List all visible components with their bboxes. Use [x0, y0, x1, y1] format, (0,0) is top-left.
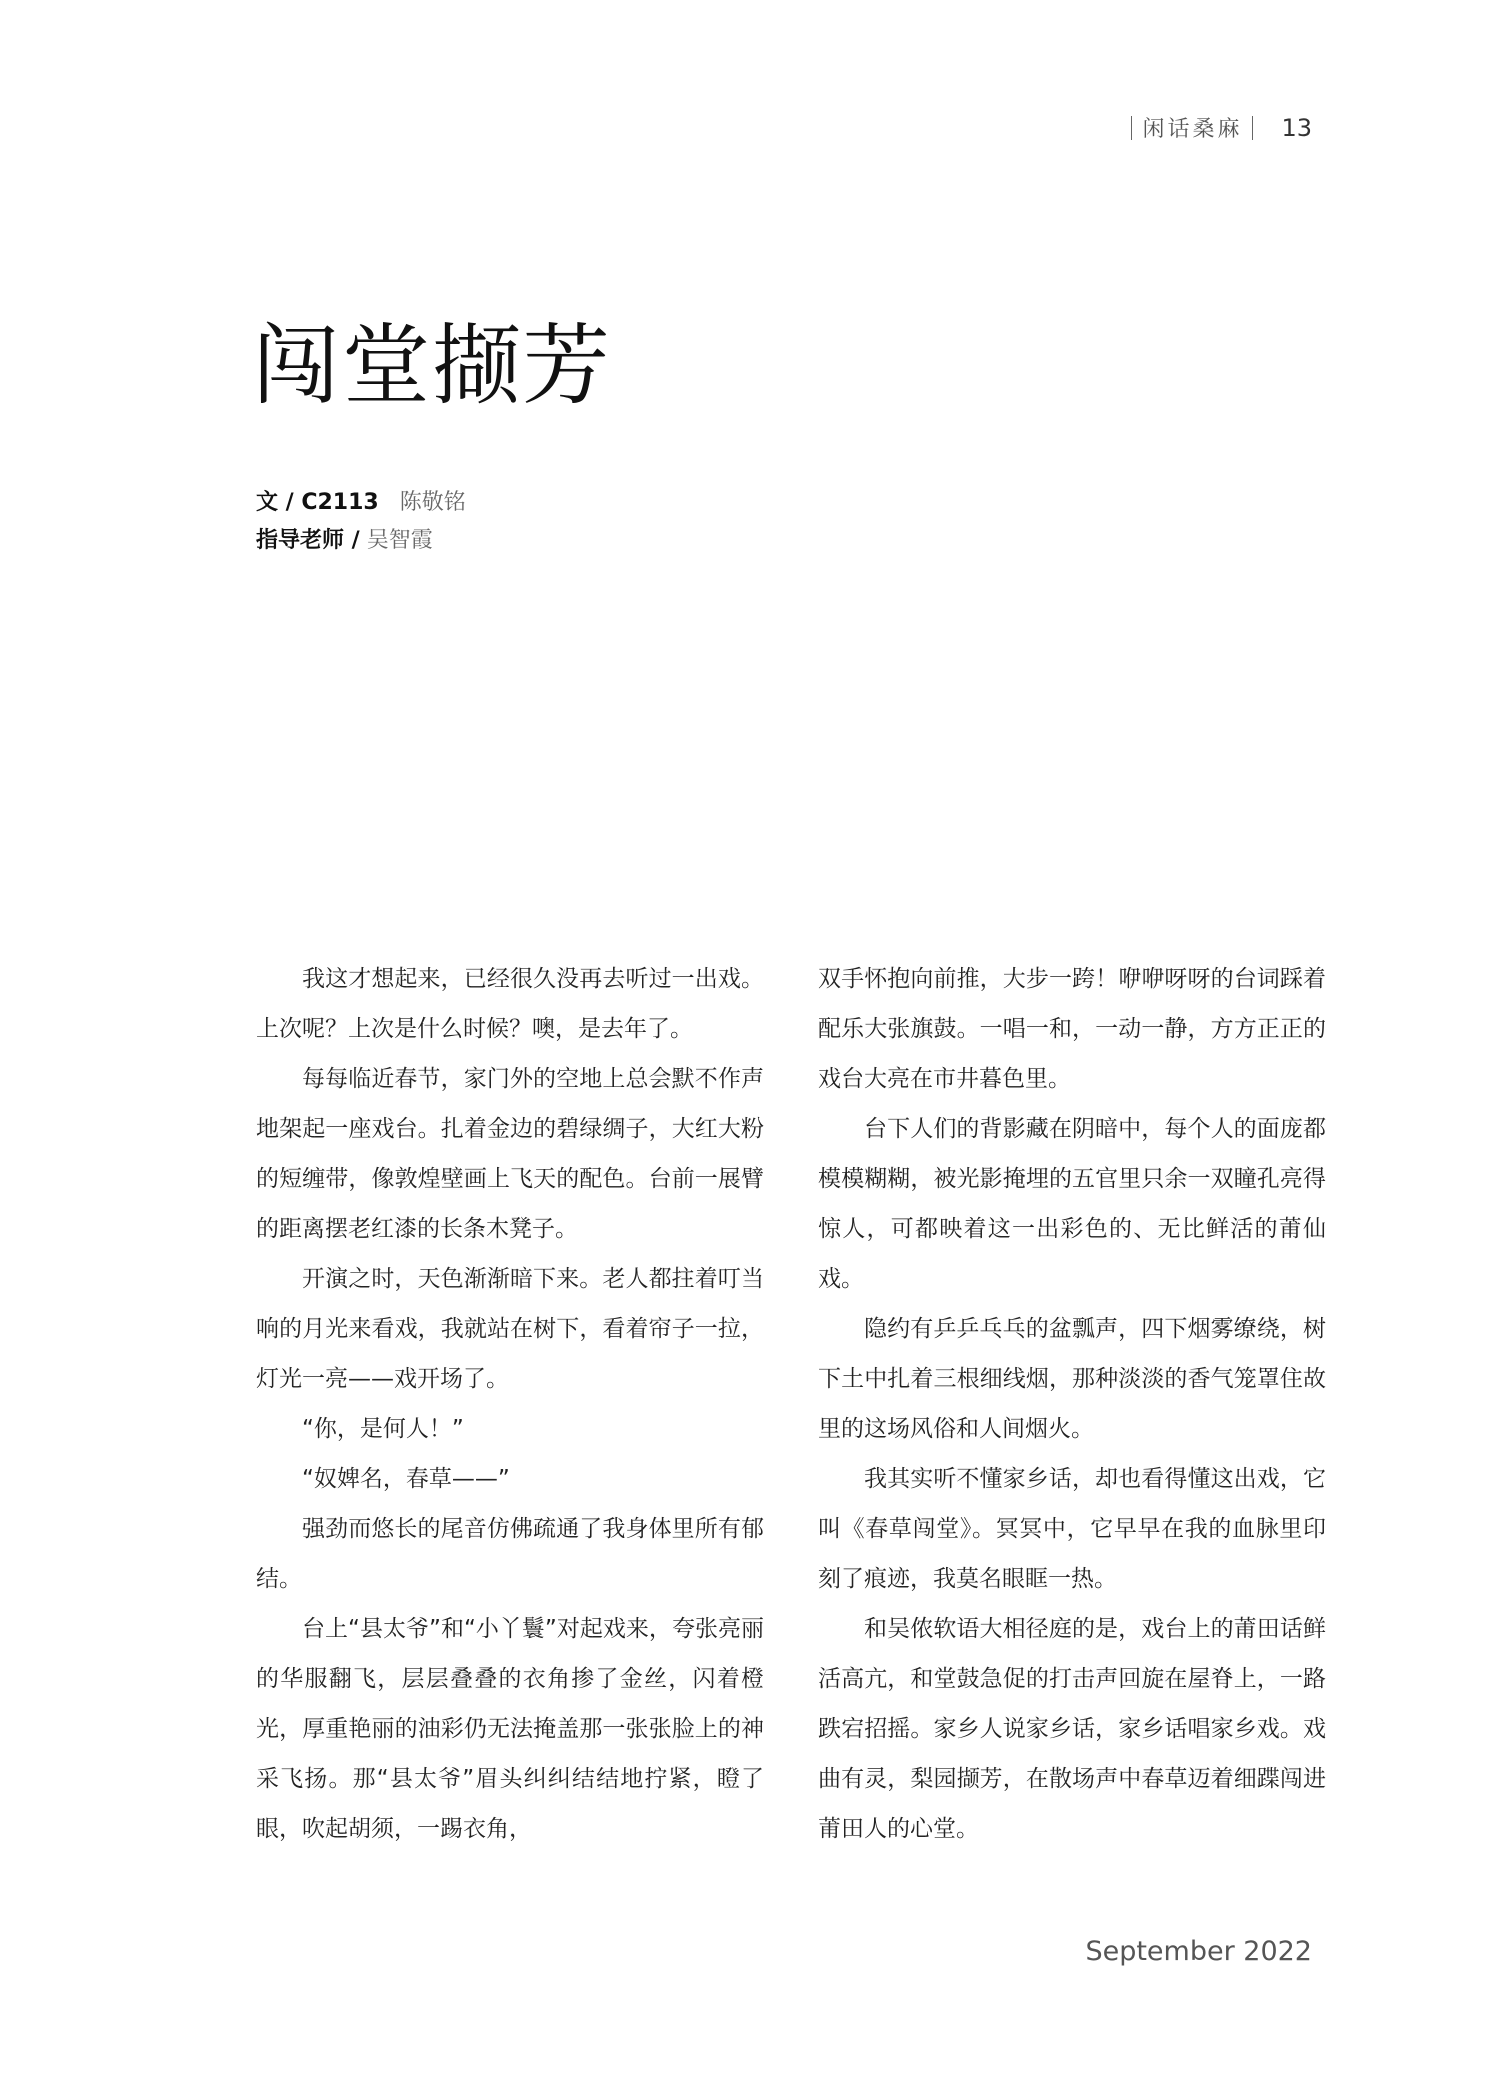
- paragraph-continued: 双手怀抱向前推，大步一跨！咿咿呀呀的台词踩着配乐大张旗鼓。一唱一和，一动一静，方方正正的戏台大亮在市井暮色里。: [818, 966, 1326, 1092]
- article-title: 闯堂撷芳: [252, 314, 613, 417]
- advisor-prefix: 指导老师 /: [256, 528, 360, 553]
- section-name: 闲话桑麻: [1142, 117, 1243, 142]
- advisor-name: 吴智霞: [366, 528, 433, 553]
- paragraph: 我这才想起来，已经很久没再去听过一出戏。上次呢？上次是什么时候？噢，是去年了。: [256, 966, 764, 1042]
- left-column: [256, 954, 764, 1854]
- paragraph: 台上“县太爷”和“小丫鬟”对起戏来，夸张亮丽的华服翻飞，层层叠叠的衣角掺了金丝，闪着橙光，厚重艳丽的油彩仍无法掩盖那一张张脸上的神采飞扬。那“县太爷”眉头纠纠结结地拧紧，瞪了眼，吹起胡须，一踢衣角，: [256, 1616, 764, 1842]
- advisor-line: [256, 522, 466, 560]
- paragraph: 台下人们的背影藏在阴暗中，每个人的面庞都模模糊糊，被光影掩埋的五官里只余一双瞳孔亮得惊人，可都映着这一出彩色的、无比鲜活的莆仙戏。: [818, 1116, 1326, 1292]
- header-divider-left: [1131, 116, 1132, 140]
- paragraph: 隐约有乒乒乓乓的盆瓢声，四下烟雾缭绕，树下土中扎着三根细线烟，那种淡淡的香气笼罩住故里的这场风俗和人间烟火。: [818, 1316, 1326, 1442]
- dialogue-line: “你，是何人！”: [302, 1416, 464, 1442]
- paragraph: 每每临近春节，家门外的空地上总会默不作声地架起一座戏台。扎着金边的碧绿绸子，大红大粉的短缠带，像敦煌壁画上飞天的配色。台前一展臂的距离摆老红漆的长条木凳子。: [256, 1066, 764, 1242]
- author-line: [256, 484, 466, 522]
- paragraph: 强劲而悠长的尾音仿佛疏通了我身体里所有郁结。: [256, 1516, 764, 1592]
- page-header: [1121, 112, 1312, 143]
- paragraph: 和吴侬软语大相径庭的是，戏台上的莆田话鲜活高亢，和堂鼓急促的打击声回旋在屋脊上，一路跌宕招摇。家乡人说家乡话，家乡话唱家乡戏。戏曲有灵，梨园撷芳，在散场声中春草迈着细蹀闯进莆田人的心堂。: [818, 1616, 1326, 1842]
- byline: [256, 484, 466, 560]
- paragraph: 我其实听不懂家乡话，却也看得懂这出戏，它叫《春草闯堂》。冥冥中，它早早在我的血脉里印刻了痕迹，我莫名眼眶一热。: [818, 1466, 1326, 1592]
- author-prefix: 文 / C2113: [256, 490, 379, 515]
- header-divider-right: [1252, 116, 1253, 140]
- page-number: 13: [1281, 113, 1312, 142]
- right-column: [818, 954, 1326, 1854]
- issue-date: September 2022: [1085, 1936, 1312, 1967]
- author-name: 陈敬铭: [399, 490, 466, 515]
- dialogue-line: “奴婢名，春草——”: [302, 1466, 510, 1492]
- paragraph: 开演之时，天色渐渐暗下来。老人都拄着叮当响的月光来看戏，我就站在树下，看着帘子一拉，灯光一亮——戏开场了。: [256, 1266, 764, 1392]
